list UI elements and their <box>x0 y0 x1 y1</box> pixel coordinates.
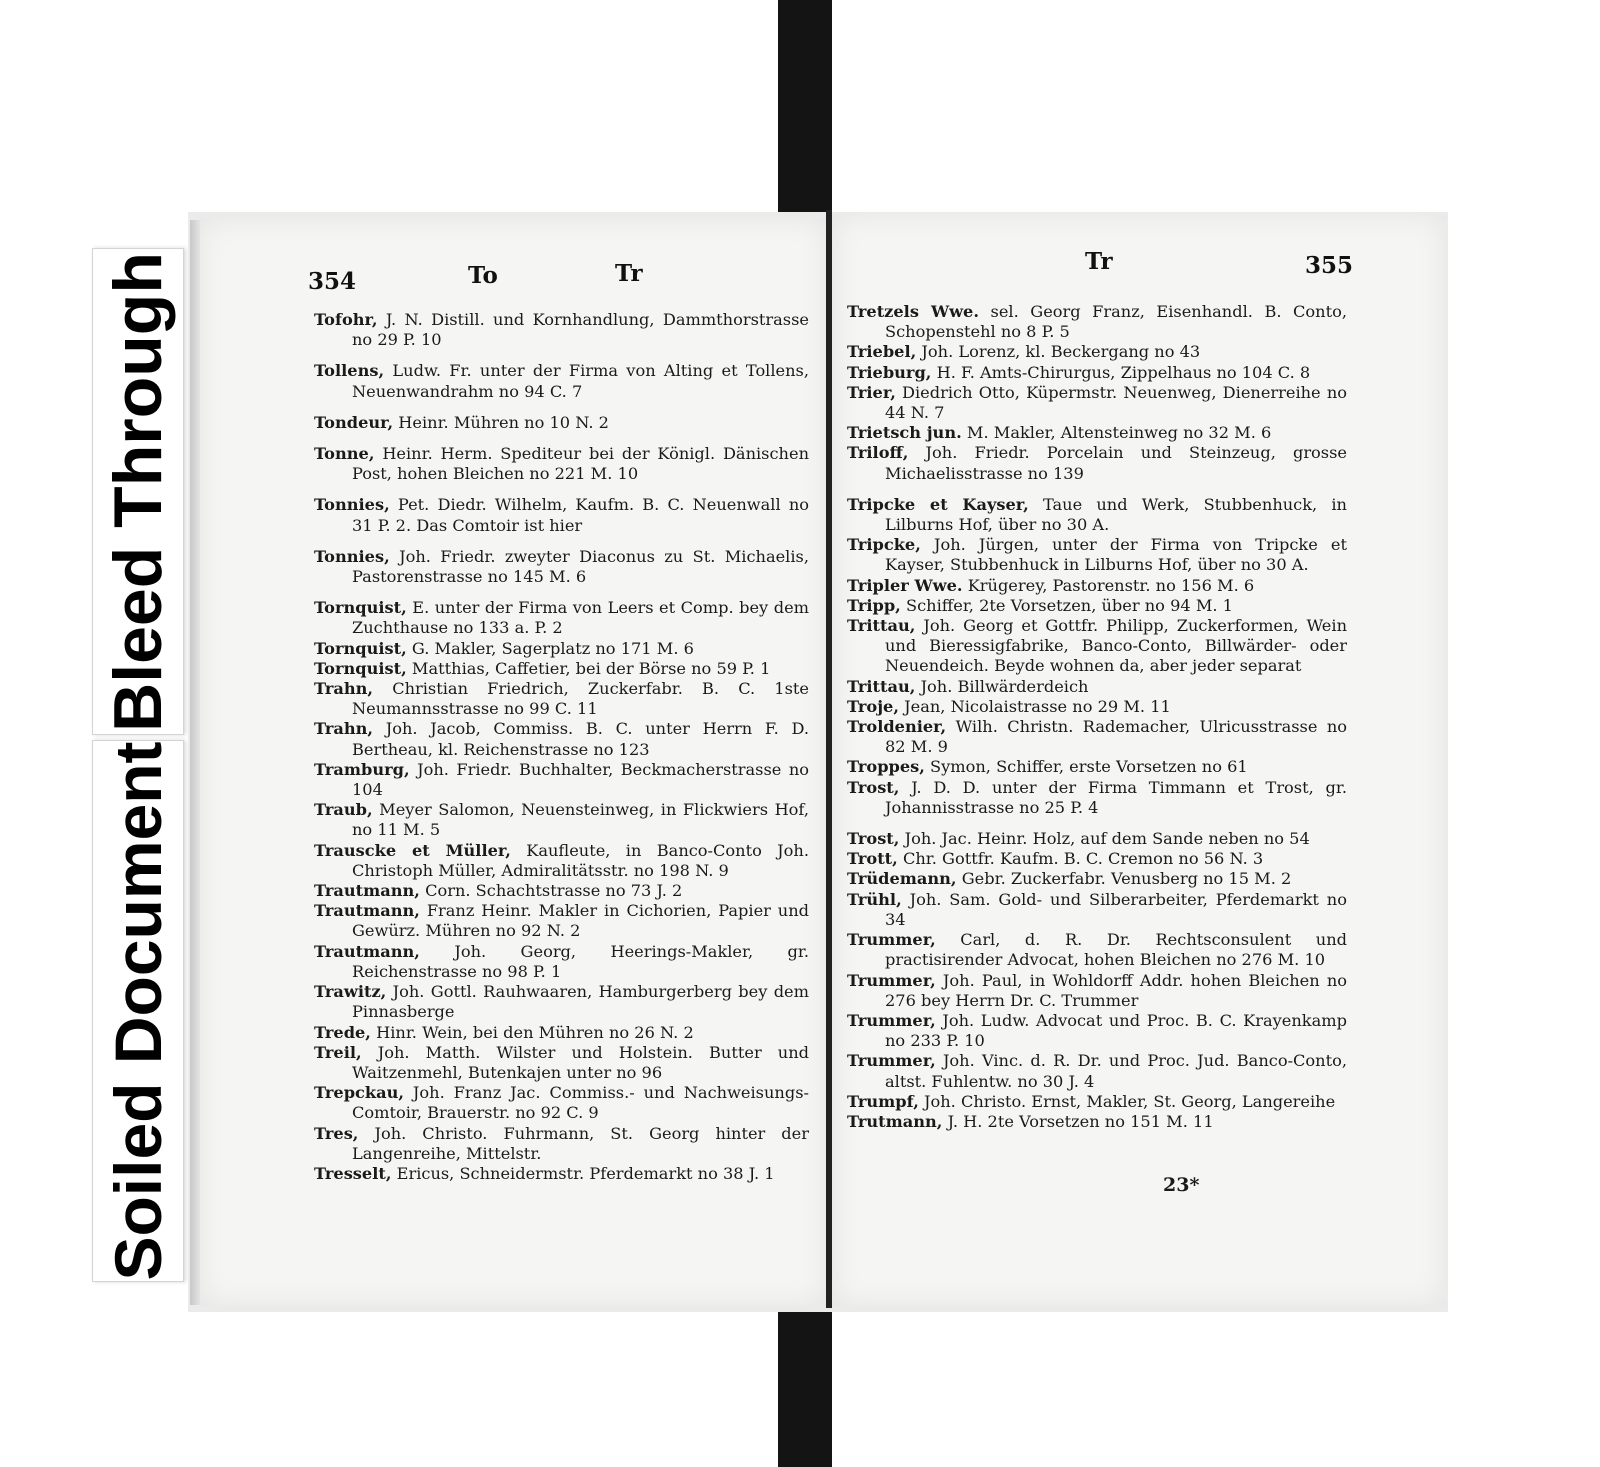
entry-details: Kaufleute, in Banco-Conto Joh. Christoph Müller, Admiralitätsstr. no 198 N. 9 <box>352 840 809 880</box>
directory-entry <box>314 547 809 587</box>
binding-strap-top <box>778 0 832 225</box>
directory-entry <box>847 616 1347 677</box>
entry-name: Tres, <box>314 1123 359 1143</box>
entry-name: Troldenier, <box>847 717 947 737</box>
entry-name: Tollens, <box>314 361 385 381</box>
entry-name: Tornquist, <box>314 658 407 678</box>
directory-entry <box>847 869 1347 889</box>
directory-entry <box>847 971 1347 1011</box>
entry-name: Troje, <box>847 696 899 716</box>
entry-details: Joh. Jac. Heinr. Holz, auf dem Sande neben no 54 <box>904 829 1310 849</box>
entry-details: sel. Georg Franz, Eisenhandl. B. Conto, Schopenstehl no 8 P. 5 <box>885 302 1347 342</box>
entry-details: Jean, Nicolaistrasse no 29 M. 11 <box>904 696 1171 716</box>
entry-details: Joh. Friedr. Porcelain und Steinzeug, grosse Michaelisstrasse no 139 <box>885 443 1347 483</box>
entry-details: Krügerey, Pastorenstr. no 156 M. 6 <box>967 575 1255 595</box>
directory-entry <box>314 1043 809 1083</box>
directory-entry <box>314 1083 809 1123</box>
entry-name: Trautmann, <box>314 901 420 921</box>
entry-name: Trummer, <box>847 1051 936 1071</box>
directory-entry <box>847 535 1347 575</box>
right-page <box>833 214 1445 1306</box>
entry-details: Franz Heinr. Makler in Cichorien, Papier und Gewürz. Mühren no 92 N. 2 <box>352 901 809 941</box>
entry-details: Joh. Christo. Fuhrmann, St. Georg hinter der Langenreihe, Mittelstr. <box>352 1123 809 1163</box>
directory-entry <box>314 361 809 401</box>
entry-name: Tripler Wwe. <box>847 575 963 595</box>
directory-entry <box>847 302 1347 342</box>
entry-name: Trost, <box>847 829 900 849</box>
directory-entry <box>847 1112 1347 1132</box>
signature-mark: 23* <box>1163 1174 1200 1196</box>
directory-entry <box>314 444 809 484</box>
entry-name: Tripcke et Kayser, <box>847 494 1029 514</box>
entry-details: Joh. Sam. Gold- und Silberarbeiter, Pferdemarkt no 34 <box>885 889 1347 929</box>
entry-name: Trummer, <box>847 1010 936 1030</box>
directory-entry <box>847 1051 1347 1091</box>
entry-name: Tornquist, <box>314 638 407 658</box>
entry-details: H. F. Amts-Chirurgus, Zippelhaus no 104 C. 8 <box>936 362 1311 382</box>
entry-details: Joh. Franz Jac. Commiss.- und Nachweisungs-Comtoir, Brauerstr. no 92 C. 9 <box>352 1083 809 1123</box>
entry-details: Joh. Friedr. Buchhalter, Beckmacherstrasse no 104 <box>352 759 809 800</box>
directory-entry <box>847 778 1347 818</box>
directory-entry <box>314 1124 809 1164</box>
entry-name: Tresselt, <box>314 1163 392 1183</box>
directory-entry <box>847 757 1347 777</box>
entry-name: Trier, <box>847 382 896 402</box>
entry-details: Matthias, Caffetier, bei der Börse no 59 P. 1 <box>411 658 771 678</box>
entry-details: Gebr. Zuckerfabr. Venusberg no 15 M. 2 <box>961 869 1292 889</box>
entry-details: Wilh. Christn. Rademacher, Ulricusstrasse no 82 M. 9 <box>885 717 1347 757</box>
entry-details: Joh. Jacob, Commiss. B. C. unter Herrn F. D. Bertheau, kl. Reichenstrasse no 123 <box>352 719 809 759</box>
entry-name: Trutmann, <box>847 1111 943 1131</box>
directory-entry <box>314 310 809 350</box>
right-header-range: Tr <box>1085 248 1113 275</box>
entry-details: E. unter der Firma von Leers et Comp. bey dem Zuchthause no 133 a. P. 2 <box>352 598 809 638</box>
entry-name: Tramburg, <box>314 759 410 779</box>
entry-name: Traub, <box>314 800 373 820</box>
directory-entry <box>314 942 809 982</box>
entry-name: Tonnies, <box>314 546 390 566</box>
entry-details: Joh. Friedr. zweyter Diaconus zu St. Michaelis, Pastorenstrasse no 145 M. 6 <box>352 546 809 587</box>
entry-details: Joh. Jürgen, unter der Firma von Tripcke et Kayser, Stubbenhuck in Lilburns Hof, über no 30 A. <box>885 535 1347 575</box>
left-header-range: Tr <box>615 260 643 287</box>
entry-name: Trittau, <box>847 616 916 636</box>
entry-name: Tonne, <box>314 444 375 464</box>
entry-details: Joh. Ludw. Advocat und Proc. B. C. Krayenkamp no 233 P. 10 <box>885 1010 1347 1051</box>
entry-name: Tonnies, <box>314 495 390 515</box>
directory-entry <box>847 423 1347 443</box>
entry-details: Pet. Diedr. Wilhelm, Kaufm. B. C. Neuenwall no 31 P. 2. Das Comtoir ist hier <box>352 495 809 535</box>
right-page-number: 355 <box>1305 252 1354 279</box>
directory-entry <box>314 598 809 638</box>
entry-name: Trahn, <box>314 679 374 699</box>
entry-name: Tripp, <box>847 595 901 615</box>
entry-details: Joh. Matth. Wilster und Holstein. Butter und Waitzenmehl, Butenkajen unter no 96 <box>352 1042 809 1082</box>
directory-entry <box>847 890 1347 930</box>
directory-entry <box>847 576 1347 596</box>
entry-details: Symon, Schiffer, erste Vorsetzen no 61 <box>930 757 1248 777</box>
left-page-number: 354 <box>308 268 357 295</box>
entry-details: Diedrich Otto, Küpermstr. Neuenweg, Dienerreihe no 44 N. 7 <box>885 382 1347 423</box>
entry-details: J. D. D. unter der Firma Timmann et Trost, gr. Johannisstrasse no 25 P. 4 <box>885 777 1347 817</box>
entry-details: Joh. Georg, Heerings-Makler, gr. Reichenstrasse no 98 P. 1 <box>352 941 809 981</box>
directory-entry <box>314 901 809 941</box>
entry-name: Tondeur, <box>314 412 394 432</box>
directory-entry <box>847 677 1347 697</box>
left-entries-list <box>314 310 809 1184</box>
book-spine <box>826 210 832 1308</box>
entry-name: Tripcke, <box>847 535 921 555</box>
directory-entry <box>314 679 809 719</box>
entry-details: Chr. Gottfr. Kaufm. B. C. Cremon no 56 N. 3 <box>902 849 1264 869</box>
directory-entry <box>847 495 1347 535</box>
directory-entry <box>314 719 809 759</box>
directory-entry <box>847 1092 1347 1112</box>
entry-details: Ludw. Fr. unter der Firma von Alting et Tollens, Neuenwandrahm no 94 C. 7 <box>352 361 809 401</box>
entry-details: Joh. Vinc. d. R. Dr. und Proc. Jud. Banco-Conto, altst. Fuhlentw. no 30 J. 4 <box>885 1051 1347 1091</box>
soiled-document-label: Soiled Document <box>101 741 175 1281</box>
entry-details: Heinr. Herm. Spediteur bei der Königl. Dänischen Post, hohen Bleichen no 221 M. 10 <box>352 444 809 484</box>
entry-details: Joh. Billwärderdeich <box>920 676 1089 696</box>
entry-name: Troppes, <box>847 757 925 777</box>
entry-details: Hinr. Wein, bei den Mühren no 26 N. 2 <box>376 1022 694 1042</box>
entry-details: Heinr. Mühren no 10 N. 2 <box>398 412 609 432</box>
directory-entry <box>847 363 1347 383</box>
entry-name: Trummer, <box>847 970 936 990</box>
entry-name: Trieburg, <box>847 362 932 382</box>
directory-entry <box>314 639 809 659</box>
entry-name: Trühl, <box>847 889 902 909</box>
entry-details: J. N. Distill. und Kornhandlung, Dammthorstrasse no 29 P. 10 <box>352 310 809 350</box>
directory-entry <box>847 596 1347 616</box>
directory-entry <box>314 495 809 535</box>
entry-name: Trummer, <box>847 930 936 950</box>
entry-details: Corn. Schachtstrasse no 73 J. 2 <box>425 881 683 901</box>
entry-details: Joh. Paul, in Wohldorff Addr. hohen Bleichen no 276 bey Herrn Dr. C. Trummer <box>885 970 1347 1010</box>
entry-details: Meyer Salomon, Neuensteinweg, in Flickwiers Hof, no 11 M. 5 <box>352 800 809 840</box>
directory-entry <box>847 342 1347 362</box>
entry-details: Joh. Lorenz, kl. Beckergang no 43 <box>921 342 1201 362</box>
entry-name: Trost, <box>847 777 900 797</box>
side-label-top <box>92 248 184 735</box>
directory-entry <box>314 1164 809 1184</box>
directory-entry <box>314 413 809 433</box>
entry-name: Trumpf, <box>847 1091 919 1111</box>
entry-name: Trautmann, <box>314 881 420 901</box>
entry-details: J. H. 2te Vorsetzen no 151 M. 11 <box>947 1111 1214 1131</box>
directory-entry <box>314 760 809 800</box>
entry-name: Treil, <box>314 1042 362 1062</box>
entry-name: Trüdemann, <box>847 869 957 889</box>
entry-name: Trietsch jun. <box>847 423 962 443</box>
entry-details: Christian Friedrich, Zuckerfabr. B. C. 1ste Neumannsstrasse no 99 C. 11 <box>352 679 809 719</box>
entry-name: Trauscke et Müller, <box>314 840 511 860</box>
entry-details: Joh. Georg et Gottfr. Philipp, Zuckerformen, Wein und Bieressigfabrike, Banco-Conto, Billwärder- oder Neuendeich. Beyde wohnen da, aber jeder separat <box>885 616 1347 676</box>
entry-details: Taue und Werk, Stubbenhuck, in Lilburns Hof, über no 30 A. <box>885 494 1347 535</box>
entry-details: Ericus, Schneidermstr. Pferdemarkt no 38 J. 1 <box>396 1163 775 1183</box>
directory-entry <box>314 659 809 679</box>
directory-entry <box>847 717 1347 757</box>
entry-name: Trawitz, <box>314 982 387 1002</box>
entry-details: Schiffer, 2te Vorsetzen, über no 94 M. 1 <box>905 595 1233 615</box>
directory-entry <box>314 982 809 1022</box>
directory-entry <box>314 800 809 840</box>
directory-entry <box>847 849 1347 869</box>
entry-name: Trautmann, <box>314 941 420 961</box>
entry-name: Trahn, <box>314 719 374 739</box>
directory-entry <box>314 841 809 881</box>
bleed-through-label: Bleed Through <box>100 251 176 732</box>
right-entries-list <box>847 302 1347 1132</box>
entry-name: Tretzels Wwe. <box>847 302 979 321</box>
directory-entry <box>847 930 1347 970</box>
directory-entry <box>847 383 1347 423</box>
entry-name: Trepckau, <box>314 1083 404 1103</box>
directory-entry <box>847 829 1347 849</box>
entry-name: Trittau, <box>847 676 916 696</box>
entry-details: Joh. Gottl. Rauhwaaren, Hamburgerberg bey dem Pinnasberge <box>352 982 809 1022</box>
entry-name: Triebel, <box>847 342 917 362</box>
directory-entry <box>314 1023 809 1043</box>
entry-name: Trott, <box>847 849 898 869</box>
entry-details: G. Makler, Sagerplatz no 171 M. 6 <box>411 638 694 658</box>
entry-name: Trede, <box>314 1022 371 1042</box>
left-page <box>200 218 827 1306</box>
entry-name: Tornquist, <box>314 598 407 618</box>
entry-details: Joh. Christo. Ernst, Makler, St. Georg, Langereihe <box>924 1091 1336 1111</box>
entry-name: Triloff, <box>847 443 909 463</box>
directory-entry <box>847 443 1347 483</box>
directory-entry <box>847 697 1347 717</box>
left-header-letters: To <box>468 262 498 289</box>
entry-details: M. Makler, Altensteinweg no 32 M. 6 <box>966 423 1272 443</box>
entry-details: Carl, d. R. Dr. Rechtsconsulent und practisirender Advocat, hohen Bleichen no 276 M. 10 <box>885 930 1347 970</box>
side-label-bottom <box>92 740 184 1282</box>
directory-entry <box>847 1011 1347 1051</box>
directory-entry <box>314 881 809 901</box>
entry-name: Tofohr, <box>314 310 378 329</box>
